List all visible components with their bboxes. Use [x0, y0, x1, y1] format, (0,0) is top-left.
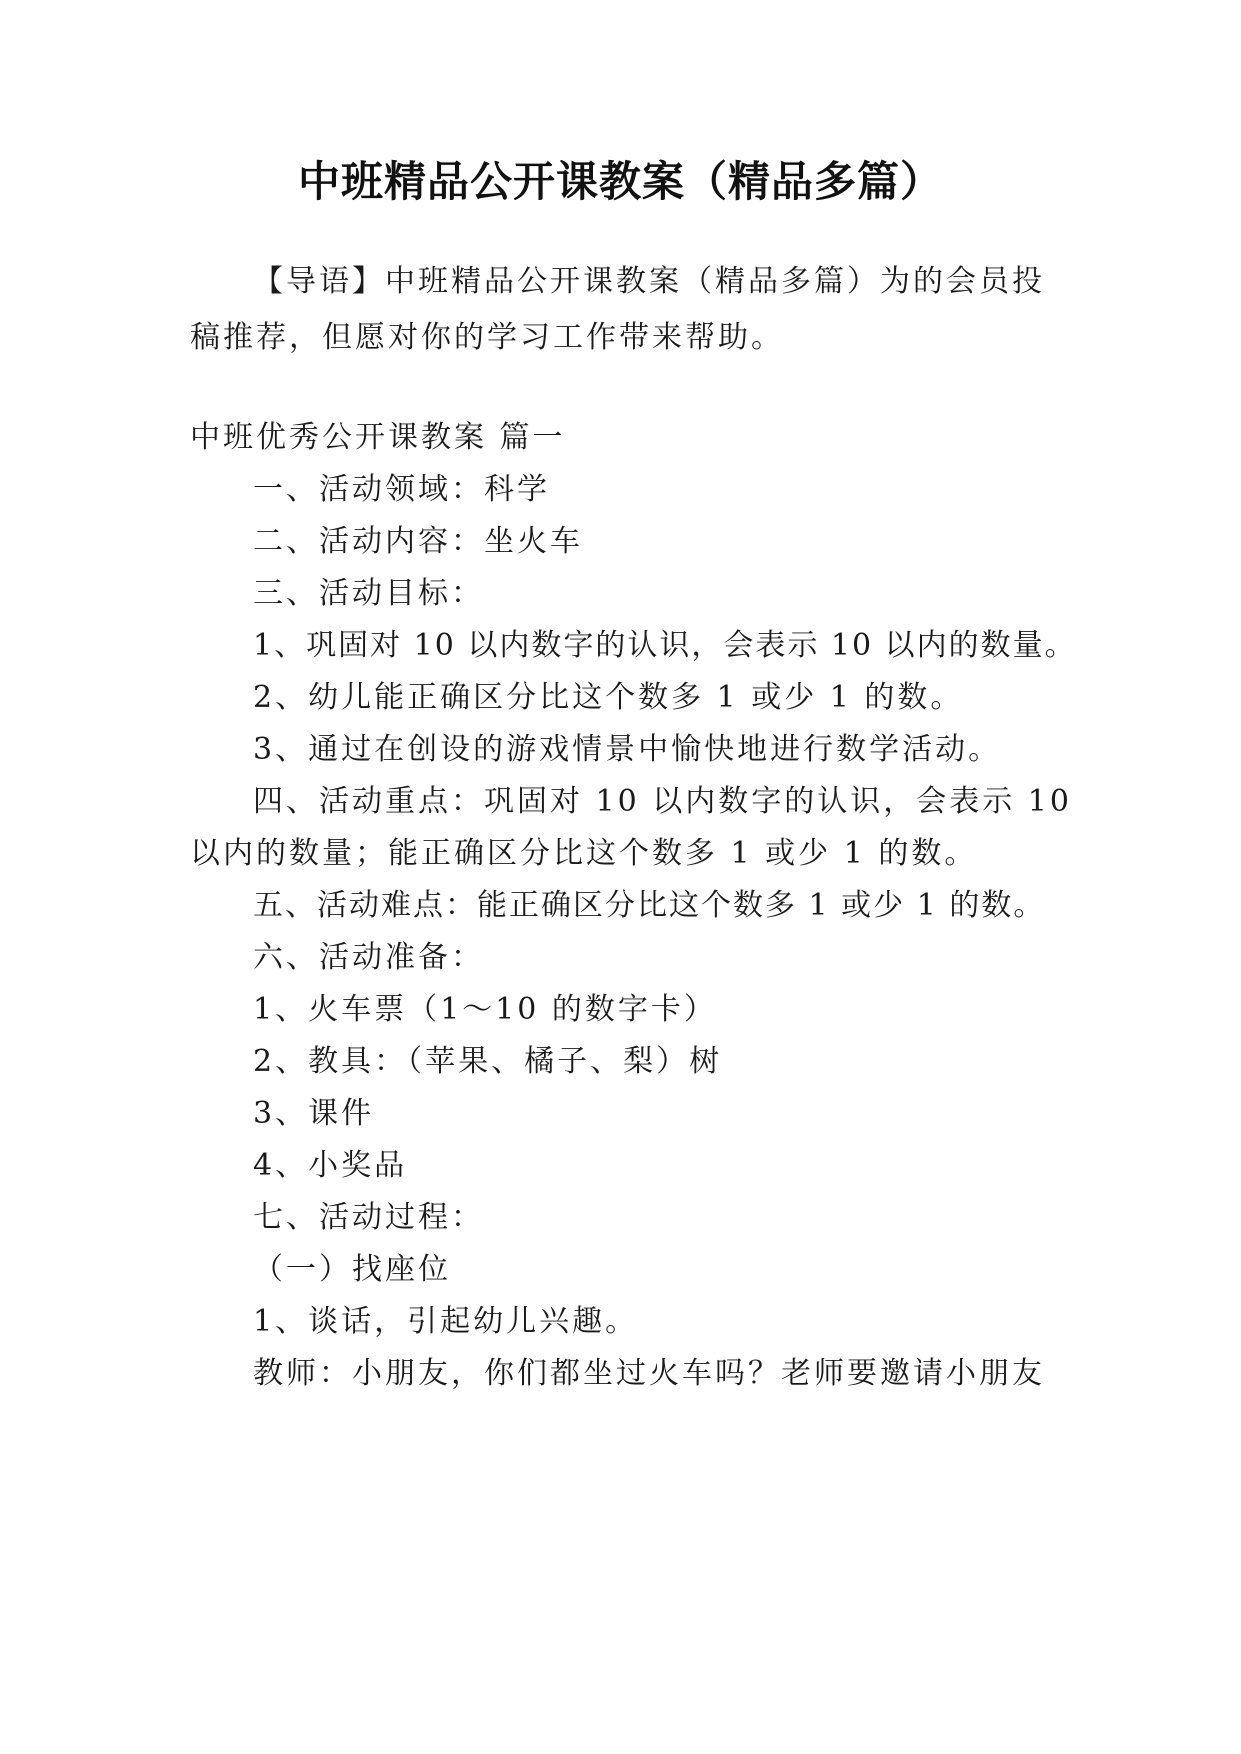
body-line: 3、通过在创设的游戏情景中愉快地进行数学活动。 [253, 732, 1002, 767]
intro-line-1: 【导语】中班精品公开课教案（精品多篇）为的会员投 [253, 264, 1045, 299]
body-line: 1、巩固对 10 以内数字的认识，会表示 10 以内的数量。 [253, 628, 1077, 663]
body-line: 二、活动内容：坐火车 [253, 524, 583, 559]
body-line: 1、谈话，引起幼儿兴趣。 [253, 1304, 639, 1339]
section-heading: 中班优秀公开课教案 篇一 [190, 420, 566, 455]
body-line: 六、活动准备： [253, 940, 484, 975]
body-line: 1、火车票（1～10 的数字卡） [253, 992, 717, 1027]
intro-line-2: 稿推荐，但愿对你的学习工作带来帮助。 [190, 320, 784, 355]
body-line: 七、活动过程： [253, 1200, 484, 1235]
body-line: 一、活动领域：科学 [253, 472, 550, 507]
document-title: 中班精品公开课教案（精品多篇） [297, 157, 943, 206]
body-line: （一）找座位 [253, 1252, 451, 1287]
body-line: 3、课件 [253, 1096, 375, 1131]
body-line: 四、活动重点：巩固对 10 以内数字的认识，会表示 10 [253, 784, 1072, 819]
body-line: 五、活动难点：能正确区分比这个数多 1 或少 1 的数。 [253, 888, 1046, 923]
body-line: 教师：小朋友，你们都坐过火车吗？老师要邀请小朋友 [253, 1356, 1045, 1391]
body-line: 4、小奖品 [253, 1148, 408, 1183]
body-line: 三、活动目标： [253, 576, 484, 611]
body-line: 2、教具：（苹果、橘子、梨）树 [253, 1044, 723, 1079]
body-line: 以内的数量；能正确区分比这个数多 1 或少 1 的数。 [190, 836, 978, 871]
body-line: 2、幼儿能正确区分比这个数多 1 或少 1 的数。 [253, 680, 964, 715]
